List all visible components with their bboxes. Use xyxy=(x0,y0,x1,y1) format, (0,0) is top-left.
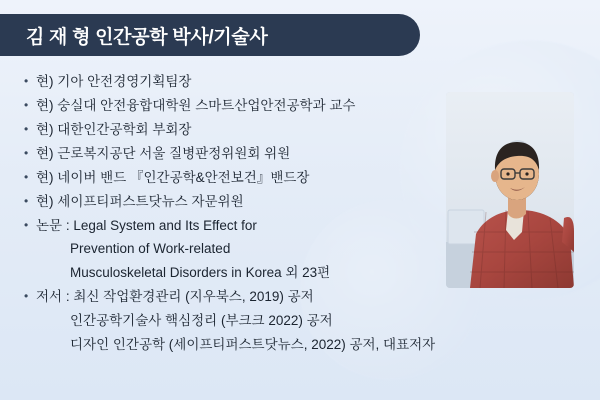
list-item-label: Prevention of Work-related xyxy=(70,241,231,257)
bullet-icon: • xyxy=(24,74,29,88)
list-item-label: 현) 대한인간공학회 부회장 xyxy=(36,121,192,137)
list-item-continuation xyxy=(24,335,454,356)
bullet-icon: • xyxy=(24,289,29,304)
list-item xyxy=(24,72,454,93)
list-item-label: 인간공학기술사 핵심정리 (부크크 2022) 공저 xyxy=(70,313,333,329)
bullet-icon: • xyxy=(24,217,29,232)
list-item-label: 현) 근로복지공단 서울 질병판정위원회 위원 xyxy=(36,145,291,161)
list-item xyxy=(24,144,454,165)
bullet-list xyxy=(24,72,454,359)
list-item xyxy=(24,168,454,189)
list-item xyxy=(24,120,454,141)
bullet-icon: • xyxy=(24,193,29,208)
list-item xyxy=(24,96,454,117)
list-item-label: 현) 기아 안전경영기획팀장 xyxy=(36,74,192,89)
list-item-label: 현) 세이프티퍼스트닷뉴스 자문위원 xyxy=(36,193,244,209)
list-item-continuation xyxy=(24,239,454,260)
list-item-continuation xyxy=(24,311,454,332)
bullet-icon: • xyxy=(24,97,29,112)
list-item-continuation xyxy=(24,263,454,284)
list-item-label: Musculoskeletal Disorders in Korea 외 23편 xyxy=(70,265,331,281)
list-item-label: 논문 : Legal System and Its Effect for xyxy=(36,217,257,233)
list-item-label: 현) 숭실대 안전융합대학원 스마트산업안전공학과 교수 xyxy=(36,97,356,113)
title-bar xyxy=(0,14,420,56)
list-item-label: 디자인 인간공학 (세이프티퍼스트닷뉴스, 2022) 공저, 대표저자 xyxy=(70,337,436,353)
page-title: 김 재 형 인간공학 박사/기술사 xyxy=(26,26,268,48)
bullet-icon: • xyxy=(24,145,29,160)
list-item xyxy=(24,287,454,308)
list-item-label: 현) 네이버 밴드 『인간공학&안전보건』밴드장 xyxy=(36,169,310,185)
list-item xyxy=(24,216,454,237)
list-item-label: 저서 : 최신 작업환경관리 (지우북스, 2019) 공저 xyxy=(36,289,314,305)
portrait-photo xyxy=(446,92,574,288)
bullet-icon: • xyxy=(24,169,29,184)
list-item xyxy=(24,192,454,213)
bullet-icon: • xyxy=(24,121,29,136)
